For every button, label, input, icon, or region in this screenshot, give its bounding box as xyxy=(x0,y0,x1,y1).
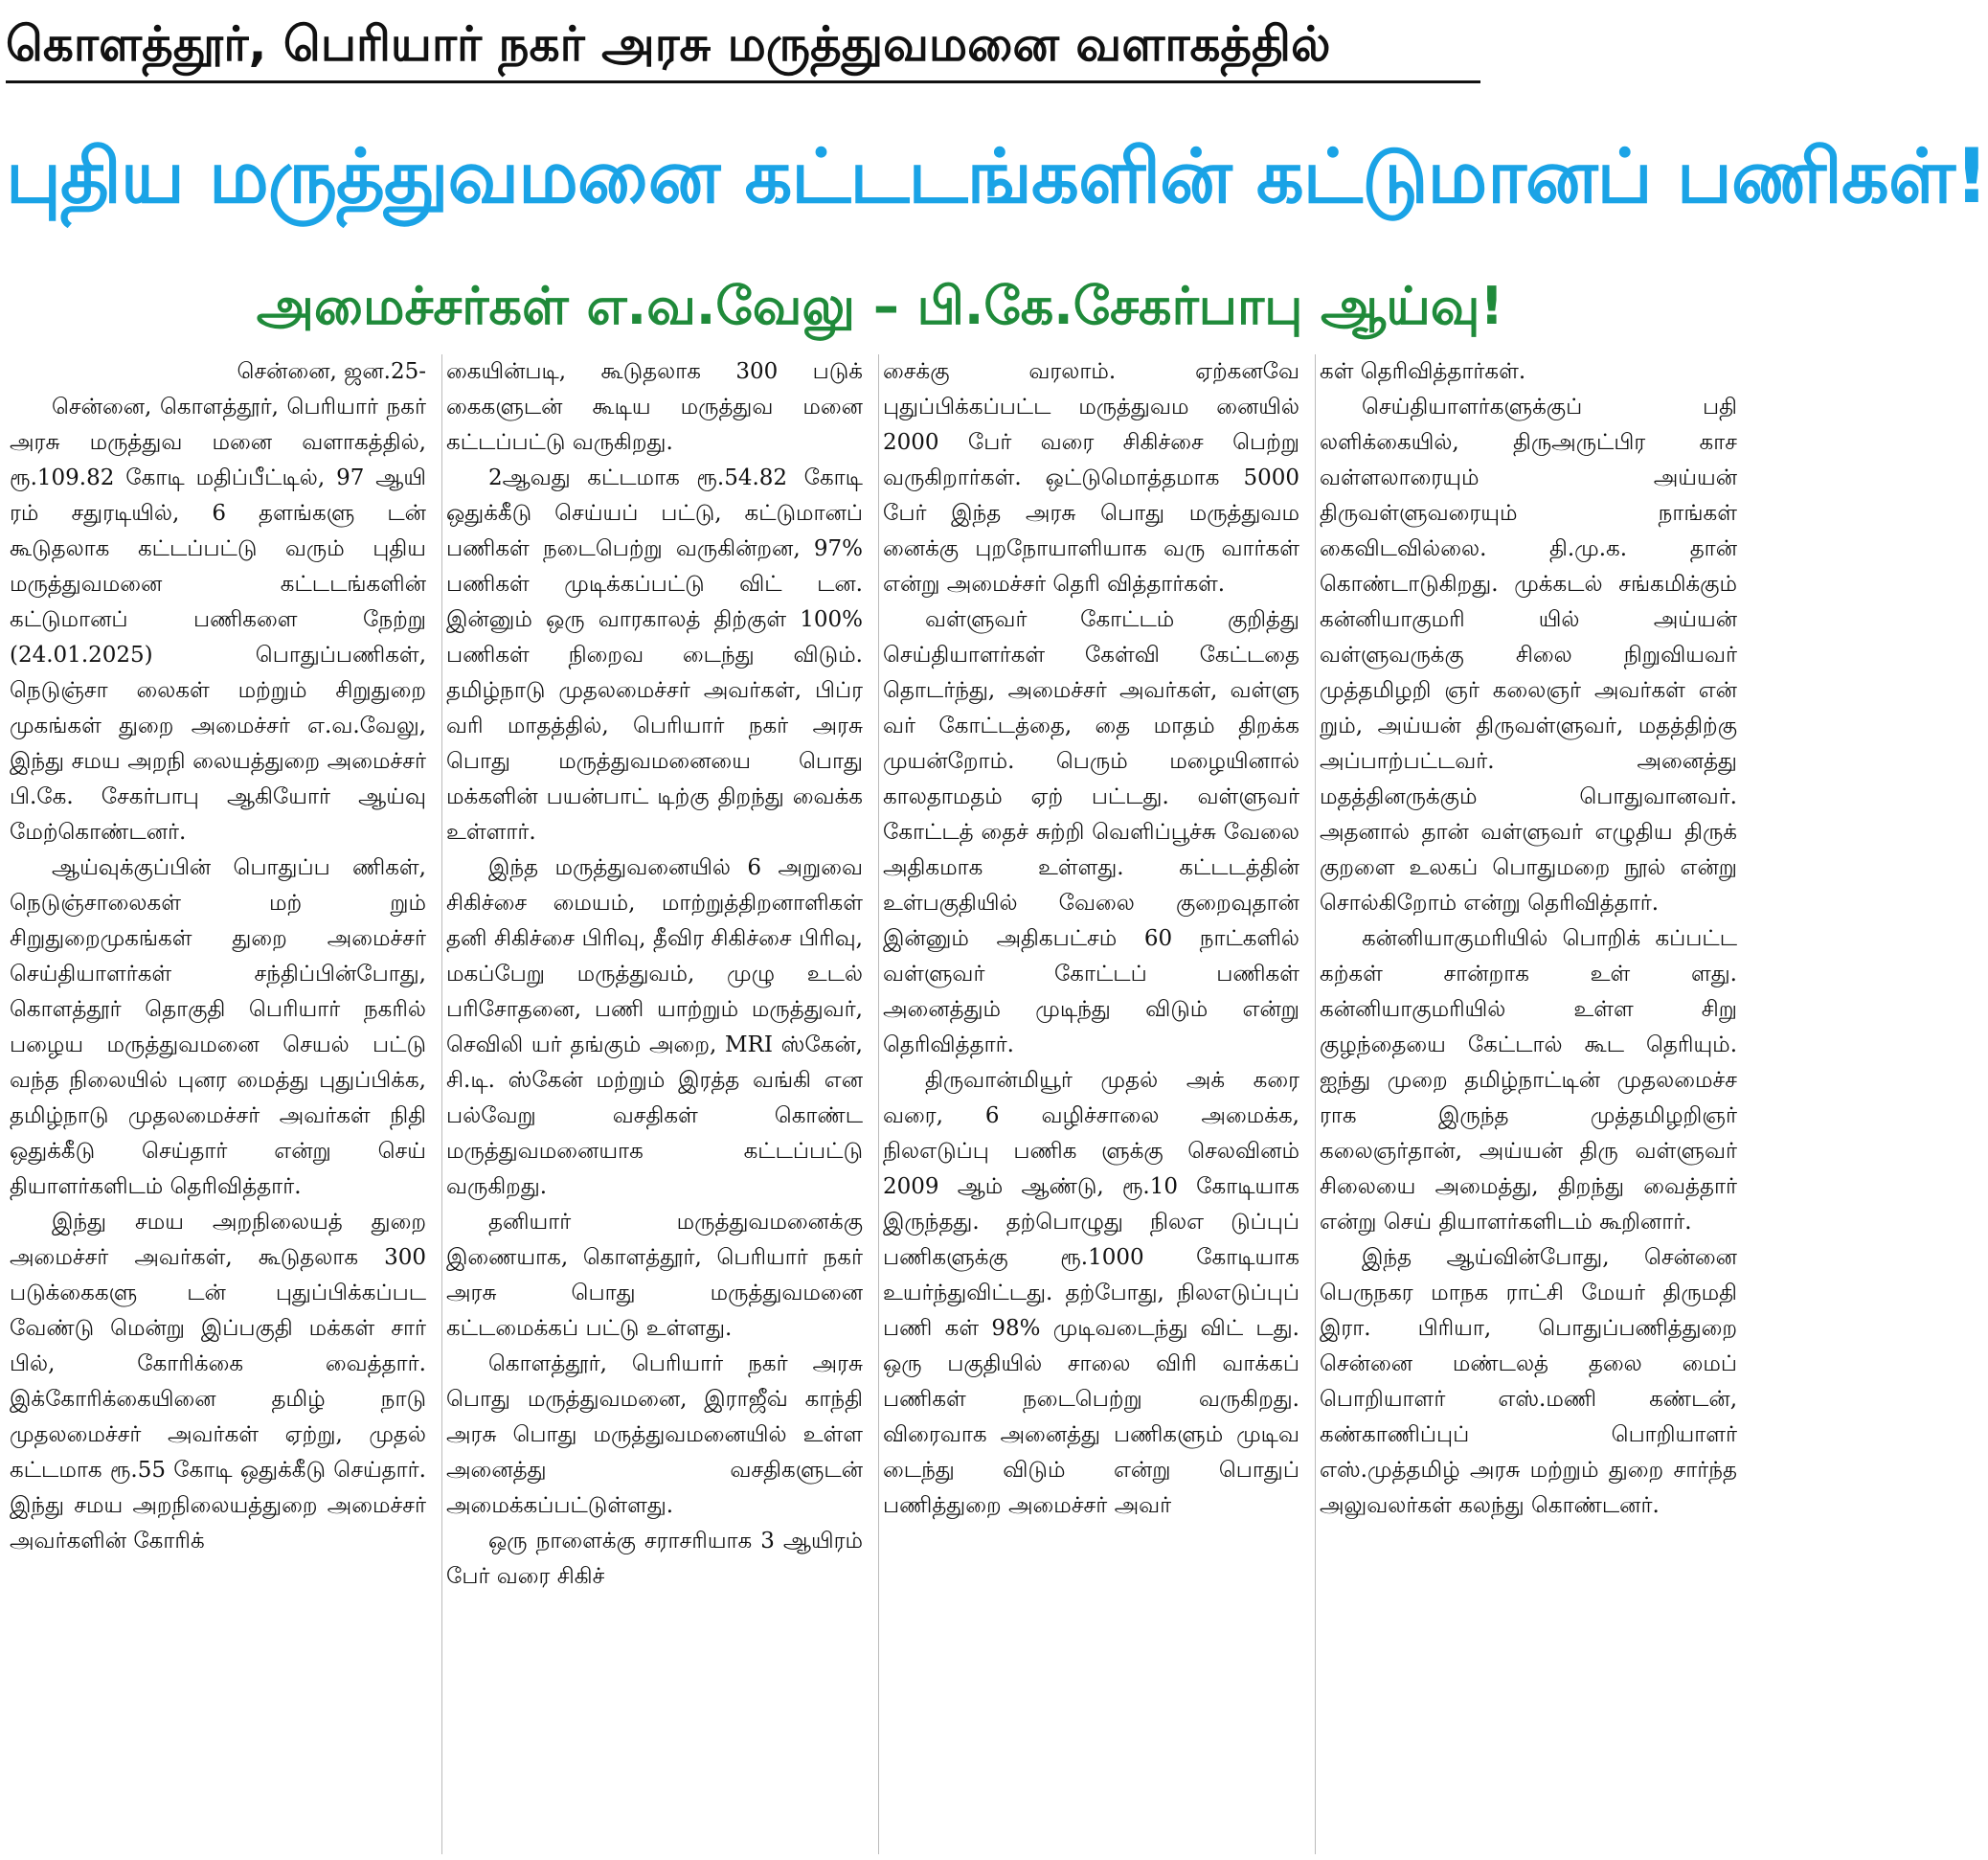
article-paragraph: தனியார் மருத்துவமனைக்கு இணையாக, கொளத்தூர், பெரியார் நகர் அரசு பொது மருத்துவமனை கட்டமைக்கப் பட்டு உள்ளது. xyxy=(446,1210,863,1341)
main-headline: புதிய மருத்துவமனை கட்டடங்களின் கட்டுமானப் பணிகள்! xyxy=(6,134,1988,220)
article-paragraph: சென்னை, கொளத்தூர், பெரியார் நகர் அரசு மருத்துவ மனை வளாகத்தில், ரூ.109.82 கோடி மதிப்பீட்டில், 97 ஆயி ரம் சதுரடியில், 6 தளங்களு டன் கூடுதலாக கட்டப்பட்டு வரும் புதிய மருத்துவமனை கட்டடங்களின் கட்டுமானப் பணிகளை நேற்று (24.01.2025) பொதுப்பணிகள், நெடுஞ்சா லைகள் மற்றும் சிறுதுறை முகங்கள் துறை அமைச்சர் எ.வ.வேலு, இந்து சமய அறநி லையத்துறை அமைச்சர் பி.கே. சேகர்பாபு ஆகியோர் ஆய்வு மேற்கொண்டனர். xyxy=(10,395,426,845)
article-paragraph: கொளத்தூர், பெரியார் நகர் அரசு பொது மருத்துவமனை, இராஜீவ் காந்தி அரசு பொது மருத்துவமனையில் உள்ள அனைத்து வசதிகளுடன் அமைக்கப்பட்டுள்ளது. xyxy=(446,1351,863,1518)
article-paragraph: 2ஆவது கட்டமாக ரூ.54.82 கோடி ஒதுக்கீடு செய்யப் பட்டு, கட்டுமானப் பணிகள் நடைபெற்று வருகின்றன, 97% பணிகள் முடிக்கப்பட்டு விட் டன. இன்னும் ஒரு வாரகாலத் திற்குள் 100% பணிகள் நிறைவ டைந்து விடும். தமிழ்நாடு முதலமைச்சர் அவர்கள், பிப்ர வரி மாதத்தில், பெரியார் நகர் அரசு பொது மருத்துவமனையை பொது மக்களின் பயன்பாட் டிற்கு திறந்து வைக்க உள்ளார். xyxy=(446,465,863,845)
article-body xyxy=(6,354,1754,1854)
sub-headline: அமைச்சர்கள் எ.வ.வேலு – பி.கே.சேகர்பாபு ஆய்வு! xyxy=(256,276,1504,336)
article-column-2 xyxy=(442,354,879,1854)
article-paragraph: வள்ளுவர் கோட்டம் குறித்து செய்தியாளர்கள் கேள்வி கேட்டதை தொடர்ந்து, அமைச்சர் அவர்கள், வள்ளு வர் கோட்டத்தை, தை மாதம் திறக்க முயன்றோம். பெரும் மழையினால் காலதாமதம் ஏற் பட்டது. வள்ளுவர் கோட்டத் தைச் சுற்றி வெளிப்பூச்சு வேலை அதிகமாக உள்ளது. கட்டடத்தின் உள்பகுதியில் வேலை குறைவுதான் இன்னும் அதிகபட்சம் 60 நாட்களில் வள்ளுவர் கோட்டப் பணிகள் அனைத்தும் முடிந்து விடும் என்று தெரிவித்தார். xyxy=(883,607,1299,1057)
article-column-4 xyxy=(1316,354,1752,1854)
article-paragraph: இந்த ஆய்வின்போது, சென்னை பெருநகர மாநக ராட்சி மேயர் திருமதி இரா. பிரியா, பொதுப்பணித்துறை சென்னை மண்டலத் தலை மைப் பொறியாளர் எஸ்.மணி கண்டன், கண்காணிப்புப் பொறியாளர் எஸ்.முத்தமிழ் அரசு மற்றும் துறை சார்ந்த அலுவலர்கள் கலந்து கொண்டனர். xyxy=(1320,1245,1737,1518)
article-paragraph: திருவான்மியூர் முதல் அக் கரை வரை, 6 வழிச்சாலை அமைக்க, நிலஎடுப்பு பணிக ளுக்கு செலவினம் 2009 ஆம் ஆண்டு, ரூ.10 கோடியாக இருந்தது. தற்பொழுது நிலஎ டுப்புப் பணிகளுக்கு ரூ.1000 கோடியாக உயர்ந்துவிட்டது. தற்போது, நிலஎடுப்புப் பணி கள் 98% முடிவடைந்து விட் டது. ஒரு பகுதியில் சாலை விரி வாக்கப் பணிகள் நடைபெற்று வருகிறது. விரைவாக அனைத்து பணிகளும் முடிவ டைந்து விடும் என்று பொதுப் பணித்துறை அமைச்சர் அவர் xyxy=(883,1068,1299,1518)
dateline: சென்னை, ஜன.25- xyxy=(237,359,426,384)
article-paragraph: ஒரு நாளைக்கு சராசரியாக 3 ஆயிரம் பேர் வரை சிகிச் xyxy=(446,1529,863,1589)
article-paragraph: கையின்படி, கூடுதலாக 300 படுக் கைகளுடன் கூடிய மருத்துவ மனை கட்டப்பட்டு வருகிறது. xyxy=(446,359,863,455)
article-paragraph: செய்தியாளர்களுக்குப் பதி லளிக்கையில், திருஅருட்பிர காச வள்ளலாரையும் அய்யன் திருவள்ளுவரையும் நாங்கள் கைவிடவில்லை. தி.மு.க. தான் கொண்டாடுகிறது. முக்கடல் சங்கமிக்கும் கன்னியாகுமரி யில் அய்யன் வள்ளுவருக்கு சிலை நிறுவியவர் முத்தமிழறி ஞர் கலைஞர் அவர்கள் என் றும், அய்யன் திருவள்ளுவர், மதத்திற்கு அப்பாற்பட்டவர். அனைத்து மதத்தினருக்கும் பொதுவானவர். அதனால் தான் வள்ளுவர் எழுதிய திருக் குறளை உலகப் பொதுமறை நூல் என்று சொல்கிறோம் என்று தெரிவித்தார். xyxy=(1320,395,1737,916)
article-paragraph: இந்த மருத்துவனையில் 6 அறுவை சிகிச்சை மையம், மாற்றுத்திறனாளிகள் தனி சிகிச்சை பிரிவு, தீவிர சிகிச்சை பிரிவு, மகப்பேறு மருத்துவம், முழு உடல் பரிசோதனை, பணி யாற்றும் மருத்துவர், செவிலி யர் தங்கும் அறை, MRI ஸ்கேன், சி.டி. ஸ்கேன் மற்றும் இரத்த வங்கி என பல்வேறு வசதிகள் கொண்ட மருத்துவமனையாக கட்டப்பட்டு வருகிறது. xyxy=(446,855,863,1199)
article-column-3 xyxy=(879,354,1316,1854)
article-column-1 xyxy=(6,354,442,1854)
article-paragraph: இந்து சமய அறநிலையத் துறை அமைச்சர் அவர்கள், கூடுதலாக 300 படுக்கைகளு டன் புதுப்பிக்கப்பட வேண்டு மென்று இப்பகுதி மக்கள் சார் பில், கோரிக்கை வைத்தார். இக்கோரிக்கையினை தமிழ் நாடு முதலமைச்சர் அவர்கள் ஏற்று, முதல் கட்டமாக ரூ.55 கோடி ஒதுக்கீடு செய்தார். இந்து சமய அறநிலையத்துறை அமைச்சர் அவர்களின் கோரிக் xyxy=(10,1210,426,1554)
article-paragraph: சைக்கு வரலாம். ஏற்கனவே புதுப்பிக்கப்பட்ட மருத்துவம னையில் 2000 பேர் வரை சிகிச்சை பெற்று வருகிறார்கள். ஒட்டுமொத்தமாக 5000 பேர் இந்த அரசு பொது மருத்துவம னைக்கு புறநோயாளியாக வரு வார்கள் என்று அமைச்சர் தெரி வித்தார்கள். xyxy=(883,359,1299,597)
article-paragraph: கள் தெரிவித்தார்கள். xyxy=(1320,359,1526,384)
kicker-headline: கொளத்தூர், பெரியார் நகர் அரசு மருத்துவமனை வளாகத்தில் xyxy=(6,13,1480,83)
article-paragraph: கன்னியாகுமரியில் பொறிக் கப்பட்ட கற்கள் சான்றாக உள் ளது. கன்னியாகுமரியில் உள்ள சிறு குழந்தையை கேட்டால் கூட தெரியும். ஐந்து முறை தமிழ்நாட்டின் முதலமைச்ச ராக இருந்த முத்தமிழறிஞர் கலைஞர்தான், அய்யன் திரு வள்ளுவர் சிலையை அமைத்து, திறந்து வைத்தார் என்று செய் தியாளர்களிடம் கூறினார். xyxy=(1320,926,1737,1235)
article-paragraph: ஆய்வுக்குப்பின் பொதுப்ப ணிகள், நெடுஞ்சாலைகள் மற் றும் சிறுதுறைமுகங்கள் துறை அமைச்சர் செய்தியாளர்கள் சந்திப்பின்போது, கொளத்தூர் தொகுதி பெரியார் நகரில் பழைய மருத்துவமனை செயல் பட்டு வந்த நிலையில் புனர மைத்து புதுப்பிக்க, தமிழ்நாடு முதலமைச்சர் அவர்கள் நிதி ஒதுக்கீடு செய்தார் என்று செய் தியாளர்களிடம் தெரிவித்தார். xyxy=(10,855,426,1199)
